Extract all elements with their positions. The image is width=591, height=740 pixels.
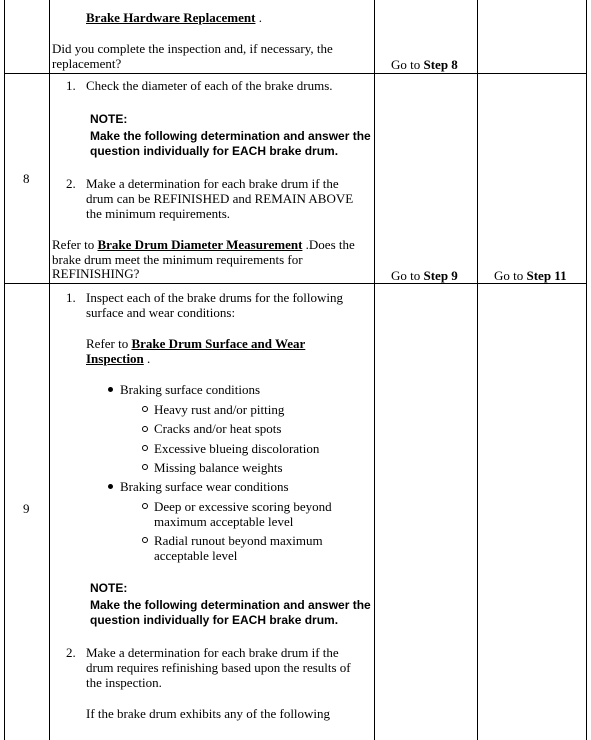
row7-question: Did you complete the inspection and, if necessary, the: [52, 41, 333, 56]
note-text: question individually for EACH brake drum.: [90, 144, 339, 158]
row9-item2-text: Make a determination for each brake drum if the: [86, 645, 339, 660]
row9-refer: Refer to Brake Drum Surface and Wear: [86, 336, 306, 351]
row7-link-line: Brake Hardware Replacement .: [86, 10, 262, 25]
sub-bullet-item: Cracks and/or heat spots: [154, 421, 282, 436]
column-divider: [374, 0, 375, 740]
row8-item2-text: Make a determination for each brake drum if the: [86, 176, 339, 191]
circle-bullet-icon: [142, 445, 148, 451]
column-divider: [477, 0, 478, 740]
table-border-right: [586, 0, 587, 740]
sub-bullet-item-cont: maximum acceptable level: [154, 514, 294, 529]
note-label: NOTE:: [90, 581, 128, 595]
brake-drum-diameter-measurement-link[interactable]: Brake Drum Diameter Measurement: [97, 237, 303, 252]
go-to-step-9-link[interactable]: Step 9: [423, 268, 458, 283]
list-number: 2.: [66, 176, 76, 191]
row8-item1-text: Check the diameter of each of the brake drums.: [86, 78, 333, 93]
note-text: Make the following determination and answer the: [90, 129, 371, 143]
sub-bullet-item: Heavy rust and/or pitting: [154, 402, 285, 417]
row7-question-cont: replacement?: [52, 56, 122, 71]
circle-bullet-icon: [142, 464, 148, 470]
row-divider: [4, 73, 587, 74]
list-number: 1.: [66, 78, 76, 93]
go-to-step-11-link[interactable]: Step 11: [526, 268, 567, 283]
row-divider: [4, 283, 587, 284]
list-number: 1.: [66, 290, 76, 305]
sub-bullet-item: Excessive blueing discoloration: [154, 441, 320, 456]
brake-drum-surface-wear-inspection-link-cont[interactable]: Inspection: [86, 351, 144, 366]
row8-no-action: Go to Step 11: [494, 268, 567, 283]
row9-item2-text: drum requires refinishing based upon the results of: [86, 660, 351, 675]
sub-bullet-item: Radial runout beyond maximum: [154, 533, 323, 548]
step-number: 9: [23, 501, 30, 516]
brake-hardware-replacement-link[interactable]: Brake Hardware Replacement: [86, 10, 256, 25]
column-divider: [49, 0, 50, 740]
circle-bullet-icon: [142, 537, 148, 543]
circle-bullet-icon: [142, 426, 148, 432]
row8-question-cont: brake drum meet the minimum requirements for: [52, 252, 303, 267]
row8-question: Refer to Brake Drum Diameter Measurement .Does the: [52, 237, 355, 252]
row8-item2-text: drum can be REFINISHED and REMAIN ABOVE: [86, 191, 354, 206]
circle-bullet-icon: [142, 503, 148, 509]
sub-bullet-item: Missing balance weights: [154, 460, 283, 475]
bullet-item: Braking surface conditions: [120, 382, 261, 397]
list-number: 2.: [66, 645, 76, 660]
brake-drum-surface-wear-inspection-link[interactable]: Brake Drum Surface and Wear: [131, 336, 306, 351]
row9-item1-text: surface and wear conditions:: [86, 305, 236, 320]
bullet-icon: [108, 387, 113, 392]
note-text: question individually for EACH brake drum.: [90, 613, 339, 627]
note-label: NOTE:: [90, 112, 128, 126]
note-text: Make the following determination and answer the: [90, 598, 371, 612]
row9-item1-text: Inspect each of the brake drums for the following: [86, 290, 344, 305]
row8-yes-action: Go to Step 9: [391, 268, 458, 283]
sub-bullet-item-cont: acceptable level: [154, 548, 238, 563]
row8-item2-text: the minimum requirements.: [86, 206, 231, 221]
row8-question-cont: REFINISHING?: [52, 266, 140, 281]
bullet-item: Braking surface wear conditions: [120, 479, 289, 494]
bullet-icon: [108, 484, 113, 489]
circle-bullet-icon: [142, 406, 148, 412]
sub-bullet-item: Deep or excessive scoring beyond: [154, 499, 332, 514]
row7-yes-action: Go to Step 8: [391, 57, 458, 72]
row9-item2-text: the inspection.: [86, 675, 162, 690]
go-to-step-8-link[interactable]: Step 8: [423, 57, 458, 72]
row9-item2-text: If the brake drum exhibits any of the following: [86, 706, 331, 721]
table-border-left: [4, 0, 5, 740]
row9-refer-cont: Inspection .: [86, 351, 151, 366]
step-number: 8: [23, 171, 30, 186]
